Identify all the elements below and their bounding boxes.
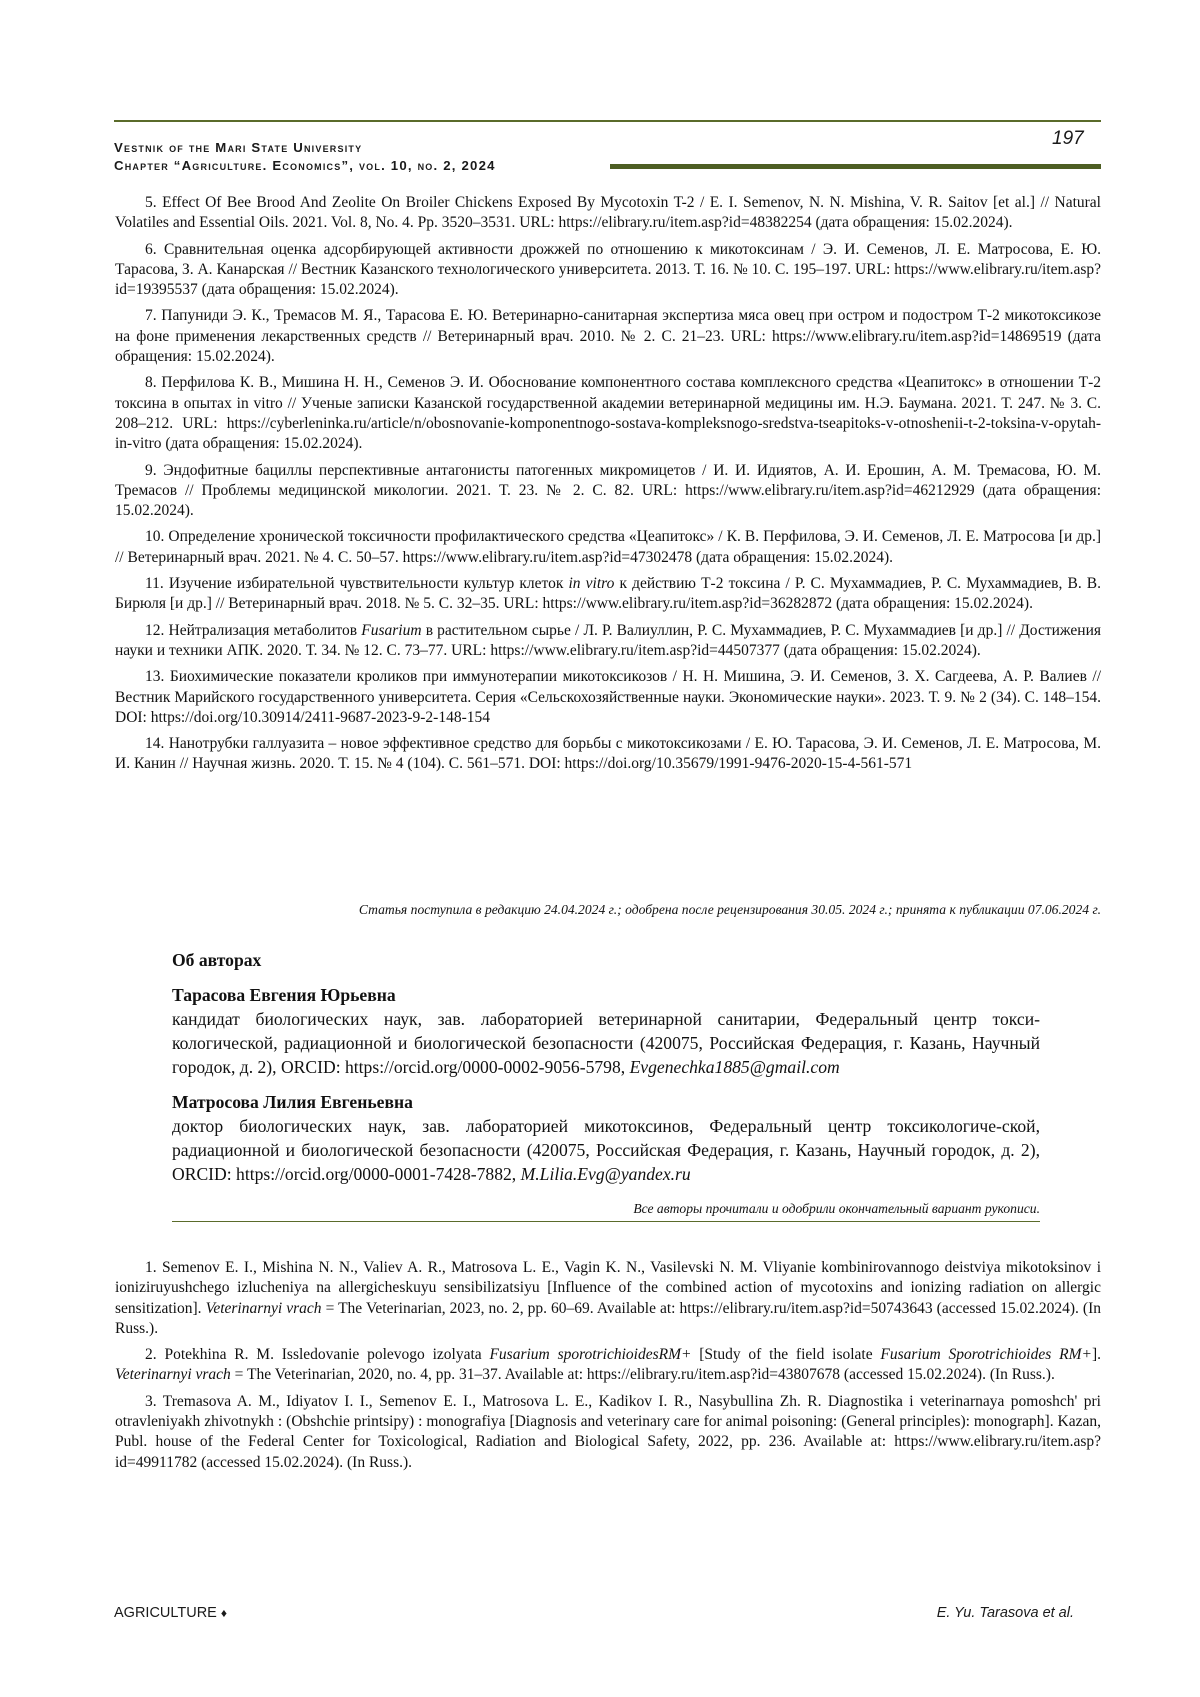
approved-note: Все авторы прочитали и одобрили окончательный вариант рукописи. <box>172 1197 1040 1221</box>
received-note: Статья поступила в редакцию 24.04.2024 г.; одобрена после рецензирования 30.05. 2024 г.; принята к публикации 07.06.2024 г. <box>115 902 1101 918</box>
author-description: кандидат биологических наук, зав. лабораторией ветеринарной санитарии, Федеральный центр токси-кологической, радиационной и биологической безопасности (420075, Российская Федерация, г. Казань, Научный городок, д. 2), ORCID: https://orcid.org/0000-0002-9056-5798, Evgenechka1885@gmail.com <box>172 1007 1040 1079</box>
journal-title-line1: Vestnik of the Mari State University <box>114 139 496 157</box>
reference-item: 8. Перфилова К. В., Мишина Н. Н., Семенов Э. И. Обоснование компонентного состава комплексного средства «Цеапитокс» в отношении Т-2 токсина в опытах in vitro // Ученые записки Казанской государственной академии ветеринарной медицины им. Н.Э. Баумана. 2021. Т. 247. № 3. С. 208–212. URL: https://cyberleninka.ru/article/n/obosnovanie-komponentnogo-sostava-kompleksnogo-sredstva-tseapitoks-v-otnoshenii-t-2-toksina-v-opytah-in-vitro (дата обращения: 15.02.2024). <box>115 373 1101 454</box>
diamond-icon: ♦ <box>221 1606 227 1620</box>
author-email[interactable]: M.Lilia.Evg@yandex.ru <box>521 1164 691 1184</box>
author-block <box>172 1090 1040 1186</box>
journal-header <box>114 139 496 175</box>
references-list <box>115 193 1101 781</box>
reference-item: 2. Potekhina R. M. Issledovanie polevogo izolyata Fusarium sporotrichioidesRM+ [Study of the field isolate Fusarium Sporotrichioides RM+]. Veterinarnyi vrach = The Veterinarian, 2020, no. 4, pp. 31–37. Available at: https://elibrary.ru/item.asp?id=43807678 (accessed 15.02.2024). (In Russ.). <box>115 1345 1101 1386</box>
document-page <box>0 0 1200 1697</box>
reference-item: 3. Tremasova A. M., Idiyatov I. I., Semenov E. I., Matrosova L. E., Kadikov I. R., Nasybullina Zh. R. Diagnostika i veterinarnaya pomoshch' pri otravleniyakh zhivotnykh : (Obshchie printsipy) : monografiya [Diagnosis and veterinary care for animal poisoning: (General principles): monograph]. Kazan, Publ. house of the Federal Center for Toxicological, Radiation and Biological Safety, 2022, pp. 236. Available at: https://www.elibrary.ru/item.asp?id=49911782 (accessed 15.02.2024). (In Russ.). <box>115 1392 1101 1473</box>
authors-rule <box>172 1221 1040 1222</box>
author-description: доктор биологических наук, зав. лабораторией микотоксинов, Федеральный центр токсикологиче-ской, радиационной и биологической безопасности (420075, Российская Федерация, г. Казань, Научный городок, д. 2), ORCID: https://orcid.org/0000-0001-7428-7882, M.Lilia.Evg@yandex.ru <box>172 1114 1040 1186</box>
reference-item: 9. Эндофитные бациллы перспективные антагонисты патогенных микромицетов / И. И. Идиятов, А. И. Ерошин, А. М. Тремасова, Ю. М. Тремасов // Проблемы медицинской микологии. 2021. Т. 23. № 2. С. 82. URL: https://www.elibrary.ru/item.asp?id=46212929 (дата обращения: 15.02.2024). <box>115 461 1101 522</box>
author-name: Тарасова Евгения Юрьевна <box>172 983 1040 1007</box>
authors-heading: Об авторах <box>172 948 1040 972</box>
journal-title-line2: Chapter “Agriculture. Economics”, vol. 10, no. 2, 2024 <box>114 157 496 175</box>
reference-item: 6. Сравнительная оценка адсорбирующей активности дрожжей по отношению к микотоксинам / Э. И. Семенов, Л. Е. Матросова, Е. Ю. Тарасова, З. А. Канарская // Вестник Казанского технологического университета. 2013. Т. 16. № 10. С. 195–197. URL: https://www.elibrary.ru/item.asp?id=19395537 (дата обращения: 15.02.2024). <box>115 240 1101 301</box>
reference-item: 14. Нанотрубки галлуазита – новое эффективное средство для борьбы с микотоксикозами / Е. Ю. Тарасова, Э. И. Семенов, Л. Е. Матросова, М. И. Канин // Научная жизнь. 2020. Т. 15. № 4 (104). С. 561–571. DOI: https://doi.org/10.35679/1991-9476-2020-15-4-561-571 <box>115 734 1101 775</box>
reference-item: 7. Папуниди Э. К., Тремасов М. Я., Тарасова Е. Ю. Ветеринарно-санитарная экспертиза мяса овец при остром и подостром Т-2 микотоксикозе на фоне применения лекарственных средств // Ветеринарный врач. 2010. № 2. С. 21–23. URL: https://www.elibrary.ru/item.asp?id=14869519 (дата обращения: 15.02.2024). <box>115 306 1101 367</box>
reference-item: 11. Изучение избирательной чувствительности культур клеток in vitro к действию Т-2 токсина / Р. С. Мухаммадиев, Р. С. Мухаммадиев, В. В. Бирюля [и др.] // Ветеринарный врач. 2018. № 5. С. 32–35. URL: https://www.elibrary.ru/item.asp?id=36282872 (дата обращения: 15.02.2024). <box>115 574 1101 615</box>
reference-item: 12. Нейтрализация метаболитов Fusarium в растительном сырье / Л. Р. Валиуллин, Р. С. Мухаммадиев, Р. С. Мухаммадиев [и др.] // Достижения науки и техники АПК. 2020. Т. 34. № 12. С. 73–77. URL: https://www.elibrary.ru/item.asp?id=44507377 (дата обращения: 15.02.2024). <box>115 621 1101 662</box>
reference-item: 1. Semenov E. I., Mishina N. N., Valiev A. R., Matrosova L. E., Vagin K. N., Vasilevski N. M. Vliyanie kombinirovannogo deistviya mikotoksinov i ioniziruyushchego izlucheniya na allergicheskuyu sensibilizatsiyu [Influence of the combined action of mycotoxins and ionizing radiation on allergic sensitization]. Veterinarnyi vrach = The Veterinarian, 2023, no. 2, pp. 60–69. Available at: https://elibrary.ru/item.asp?id=50743643 (accessed 15.02.2024). (In Russ.). <box>115 1258 1101 1339</box>
author-email[interactable]: Evgenechka1885@gmail.com <box>630 1057 840 1077</box>
authors-section <box>172 948 1040 1221</box>
page-number: 197 <box>1052 128 1084 150</box>
footer-authors: E. Yu. Tarasova et al. <box>937 1605 1074 1621</box>
header-bar <box>610 164 1101 169</box>
reference-item: 13. Биохимические показатели кроликов при иммунотерапии микотоксикозов / Н. Н. Мишина, Э. И. Семенов, З. Х. Сагдеева, А. Р. Валиев // Вестник Марийского государственного университета. Серия «Сельскохозяйственные науки. Экономические науки». 2023. Т. 9. № 2 (34). С. 148–154. DOI: https://doi.org/10.30914/2411-9687-2023-9-2-148-154 <box>115 667 1101 728</box>
header-top-rule <box>114 120 1101 122</box>
author-name: Матросова Лилия Евгеньевна <box>172 1090 1040 1114</box>
footer-section: AGRICULTURE ♦ <box>114 1605 227 1621</box>
reference-item: 5. Effect Of Bee Brood And Zeolite On Broiler Chickens Exposed By Mycotoxin T-2 / E. I. Semenov, N. N. Mishina, V. R. Saitov [et al.] // Natural Volatiles and Essential Oils. 2021. Vol. 8, No. 4. Pp. 3520–3531. URL: https://elibrary.ru/item.asp?id=48382254 (дата обращения: 15.02.2024). <box>115 193 1101 234</box>
reference-item: 10. Определение хронической токсичности профилактического средства «Цеапитокс» / К. В. Перфилова, Э. И. Семенов, Л. Е. Матросова [и др.] // Ветеринарный врач. 2021. № 4. С. 50–57. https://www.elibrary.ru/item.asp?id=47302478 (дата обращения: 15.02.2024). <box>115 527 1101 568</box>
references-en-list <box>115 1258 1101 1479</box>
author-block <box>172 983 1040 1079</box>
